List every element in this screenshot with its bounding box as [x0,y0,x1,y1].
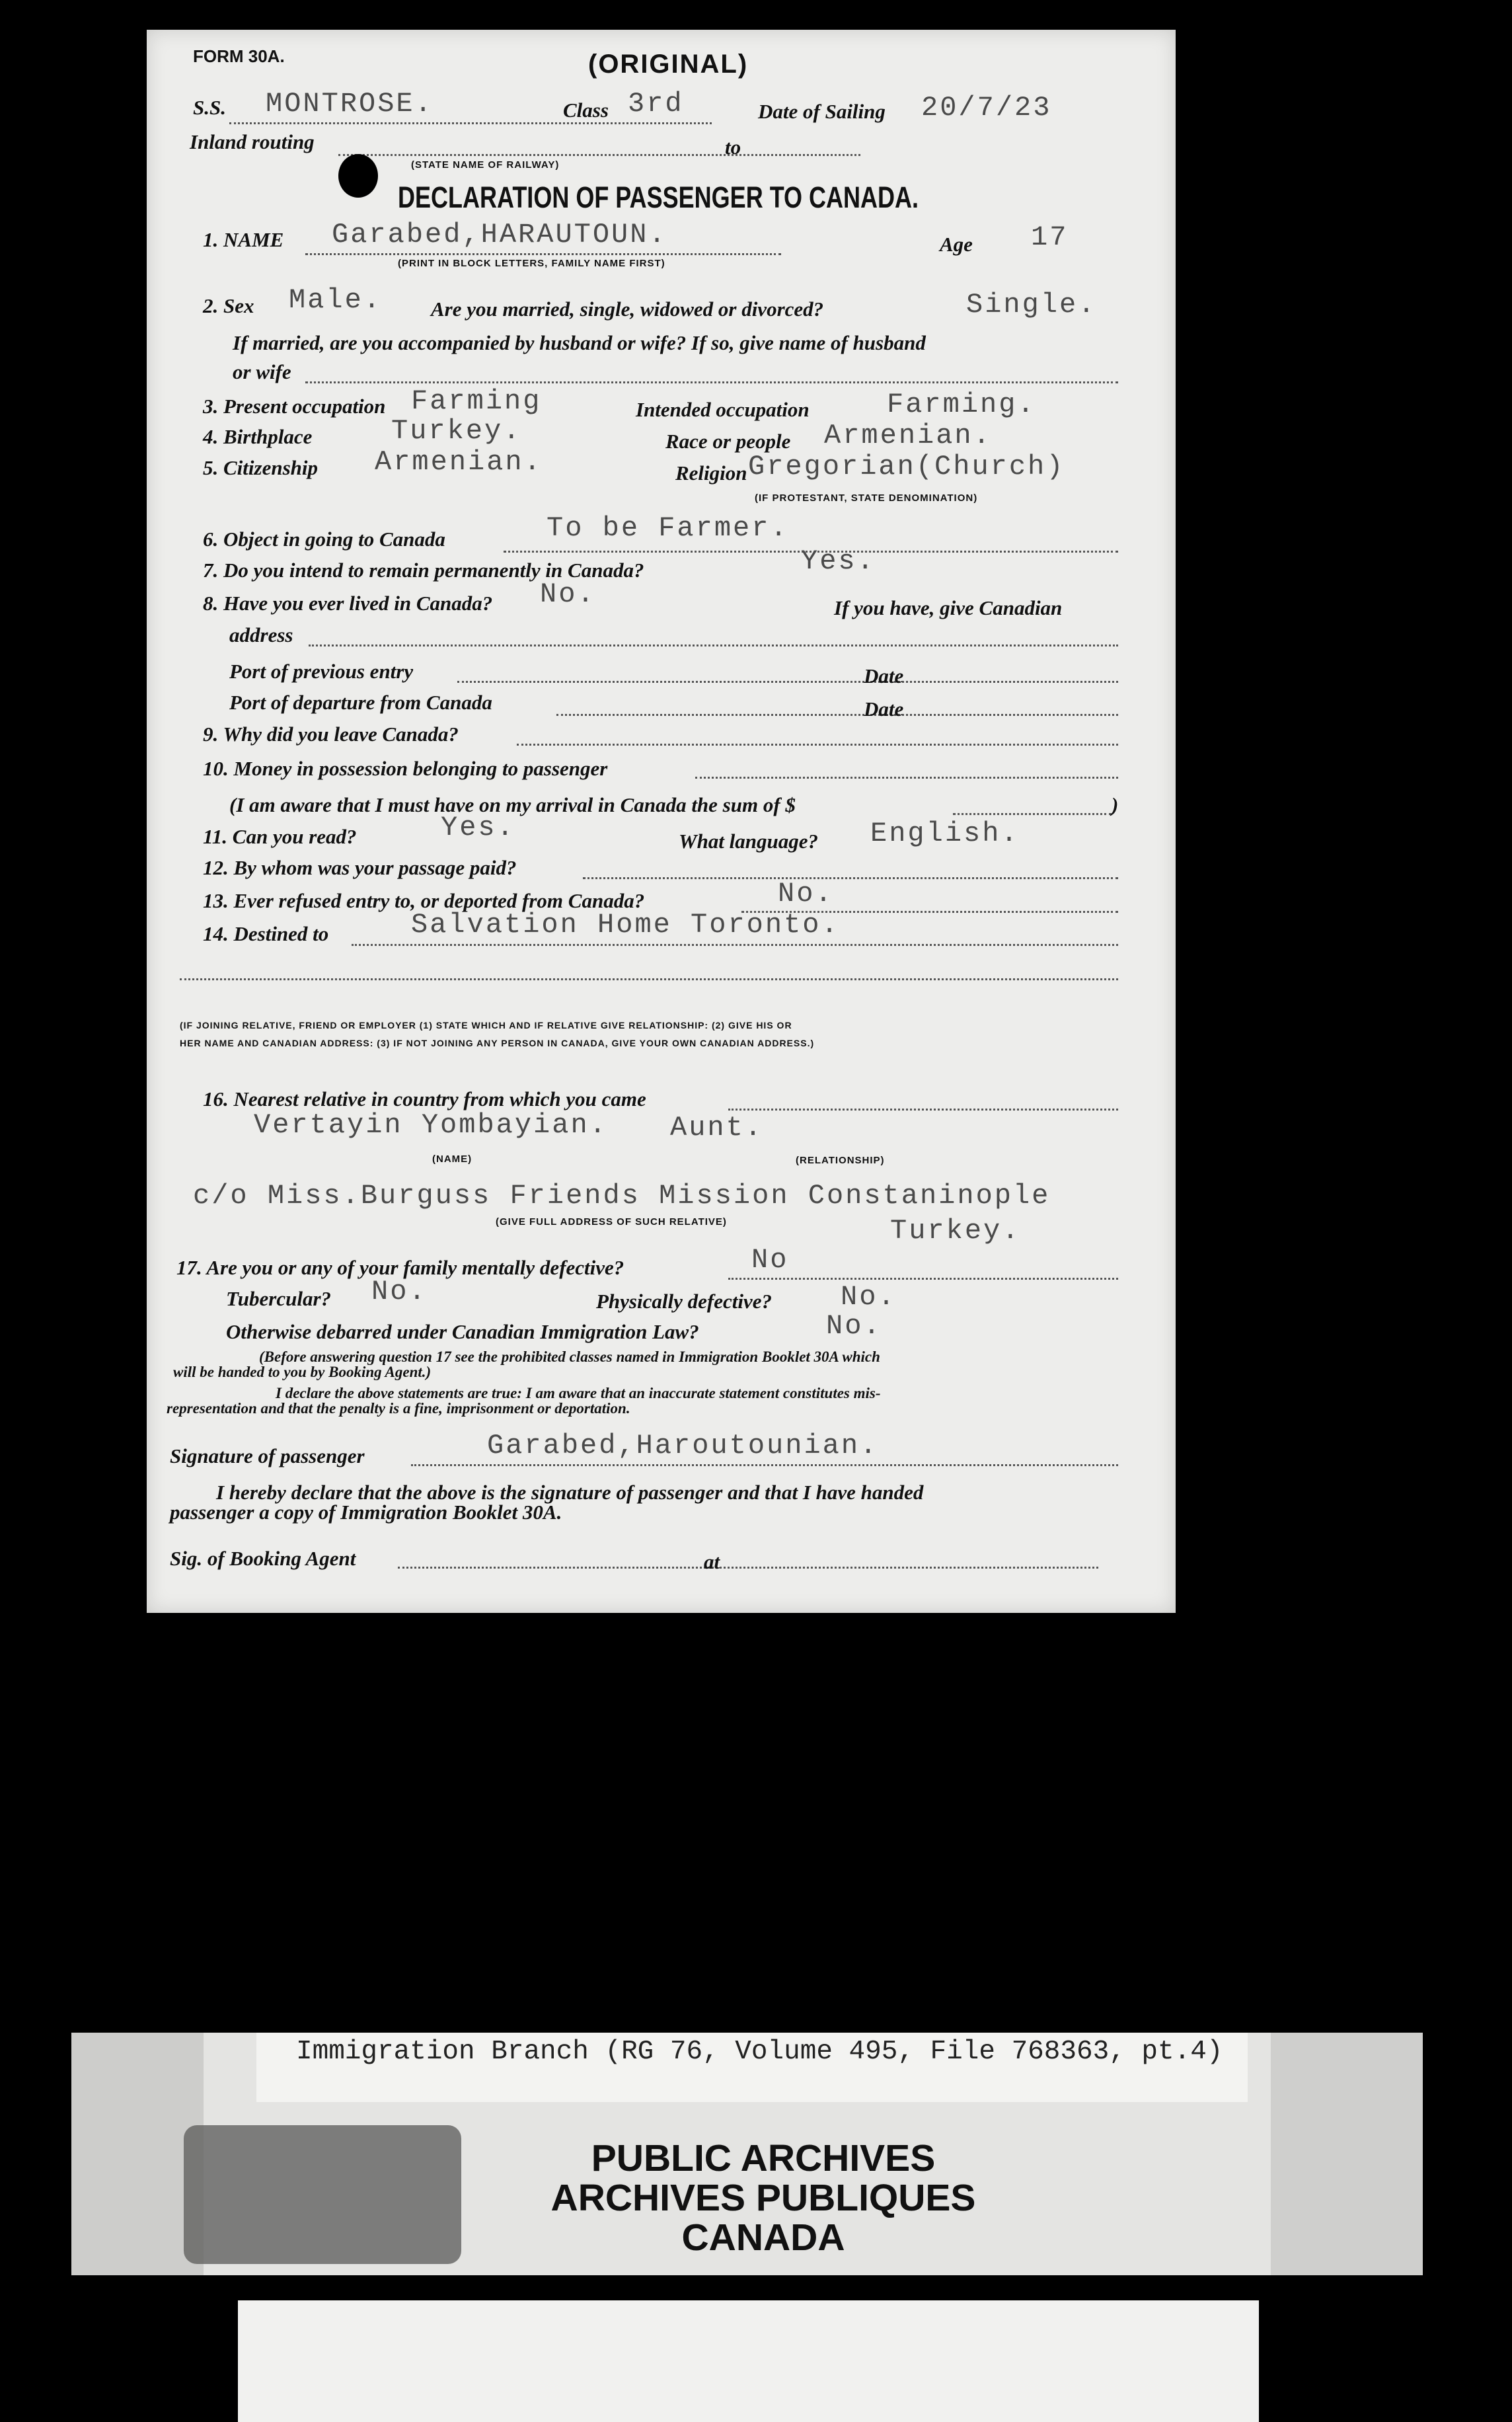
port-departure-label: Port of departure from Canada [229,691,492,714]
class-value: 3rd [628,88,684,120]
archive-reference: Immigration Branch (RG 76, Volume 495, File 768363, pt.4) [296,2037,1223,2067]
stamp-line-1: PUBLIC ARCHIVES [591,2137,936,2179]
sailing-value: 20/7/23 [921,92,1052,124]
debarred-value: No. [826,1310,882,1342]
q4-label: 4. Birthplace [203,425,313,448]
q2-line3: or wife [233,360,291,383]
q14-line2 [180,978,1118,980]
physically-label: Physically defective? [596,1290,772,1313]
tubercular-label: Tubercular? [226,1287,332,1310]
q8-address-label: address [229,623,293,646]
age-label: Age [940,233,973,256]
lower-label-panel [238,2300,1259,2422]
q14-label: 14. Destined to [203,922,329,945]
declare-line1: I declare the above statements are true: I am aware that an inaccurate statement constitutes mis- [276,1385,881,1401]
at-label: at [704,1550,720,1573]
q16-line [728,1109,1118,1111]
q17-label: 17. Are you or any of your family mentally defective? [176,1256,624,1279]
q10-aware: (I am aware that I must have on my arrival in Canada the sum of $ [229,793,796,816]
q14-line [352,944,1118,946]
race-value: Armenian. [824,420,992,451]
stamp-line-3: CANADA [681,2216,845,2259]
agent-declare-2: passenger a copy of Immigration Booklet 30A. [170,1501,562,1524]
q9-label: 9. Why did you leave Canada? [203,723,459,746]
q8-label: 8. Have you ever lived in Canada? [203,592,493,615]
relative-name: Vertayin Yombayian. [254,1109,608,1141]
sailing-label: Date of Sailing [758,100,886,123]
q1-label: 1. NAME [203,228,284,251]
q14-value: Salvation Home Toronto. [411,909,840,941]
q10-label: 10. Money in possession belonging to passenger [203,757,608,780]
q2-line [305,381,1118,383]
note-line1: (Before answering question 17 see the prohibited classes named in Immigration Booklet 30A which [259,1348,880,1365]
stamp-line-2: ARCHIVES PUBLIQUES [550,2177,976,2219]
intended-label: Intended occupation [636,398,810,421]
q16-label: 16. Nearest relative in country from which you came [203,1087,646,1111]
label-shade-right [1271,2033,1423,2275]
q8-if-label: If you have, give Canadian [834,596,1063,619]
q8-value: No. [540,578,596,610]
q17-line [728,1278,1118,1280]
relative-relationship: Aunt. [670,1112,764,1144]
q1-value: Garabed,HARAUTOUN. [332,219,667,251]
original-heading: (ORIGINAL) [588,50,749,79]
q8-address-line [309,645,1118,646]
q7-value: Yes. [801,545,876,577]
departure-date-label: Date [864,697,904,721]
signature-line [411,1464,1118,1466]
married-value: Single. [966,289,1097,321]
age-value: 17 [1031,221,1069,253]
q11-label: 11. Can you read? [203,825,357,848]
q6-label: 6. Object in going to Canada [203,527,445,551]
q2-label: 2. Sex [203,294,254,317]
q6-value: To be Farmer. [547,512,789,544]
language-label: What language? [679,830,819,853]
port-entry-label: Port of previous entry [229,660,414,683]
q2-line2: If married, are you accompanied by husband or wife? If so, give name of husband [233,331,926,354]
q9-line [517,744,1118,746]
intended-value: Farming. [887,389,1036,420]
form-number: FORM 30A. [193,46,285,66]
note-line2: will be handed to you by Booking Agent.) [173,1364,432,1380]
q12-label: 12. By whom was your passage paid? [203,856,517,879]
q10-sum-line [953,813,1112,815]
to-label: to [725,136,741,159]
port-departure-line [556,714,1118,716]
q13-value: No. [778,878,834,910]
inland-line [338,154,860,156]
language-value: English. [870,818,1020,849]
debarred-label: Otherwise debarred under Canadian Immigration Law? [226,1320,699,1343]
q15-line1: (IF JOINING RELATIVE, FRIEND OR EMPLOYER (1) STATE WHICH AND IF RELATIVE GIVE RELATIONSHIP: (2) GIVE HIS OR [180,1020,792,1031]
relative-address: c/o Miss.Burguss Friends Mission Constaninople [193,1180,1051,1212]
punch-hole [338,154,378,198]
ss-label: S.S. [193,96,226,119]
ss-value: MONTROSE. [266,88,434,120]
port-entry-line [457,681,1118,683]
q17-value: No [751,1244,789,1276]
booking-agent-line [398,1567,1098,1569]
railway-caption: (STATE NAME OF RAILWAY) [411,159,560,171]
ss-line [229,122,712,124]
name-caption: (NAME) [432,1153,472,1165]
religion-label: Religion [675,461,747,485]
q11-value: Yes. [441,812,515,843]
q4-value: Turkey. [391,415,522,447]
booking-agent-label: Sig. of Booking Agent [170,1547,356,1570]
q1-line [305,253,781,255]
q5-caption: (IF PROTESTANT, STATE DENOMINATION) [755,492,978,504]
agent-declare-1: I hereby declare that the above is the signature of passenger and that I have handed [216,1481,924,1504]
class-label: Class [563,98,609,122]
q13-label: 13. Ever refused entry to, or deported from Canada? [203,889,645,912]
q1-caption: (PRINT IN BLOCK LETTERS, FAMILY NAME FIRST) [398,258,665,269]
q10-line [695,777,1118,779]
q3-label: 3. Present occupation [203,395,386,418]
race-label: Race or people [665,430,791,453]
married-label: Are you married, single, widowed or divorced? [431,297,824,321]
q10-close: ) [1112,793,1119,816]
q7-label: 7. Do you intend to remain permanently in Canada? [203,559,644,582]
address-caption: (GIVE FULL ADDRESS OF SUCH RELATIVE) [496,1216,727,1228]
q12-line [583,877,1118,879]
q5-value: Armenian. [375,446,543,478]
signature-label: Signature of passenger [170,1444,365,1467]
signature-value: Garabed,Haroutounian. [487,1430,879,1462]
relationship-caption: (RELATIONSHIP) [796,1155,885,1166]
q5-label: 5. Citizenship [203,456,318,479]
q3-value: Farming [411,385,542,417]
religion-value: Gregorian(Church) [748,451,1065,483]
sex-value: Male. [289,284,383,316]
entry-date-label: Date [864,664,904,687]
tubercular-value: No. [371,1276,428,1308]
declare-line2: representation and that the penalty is a fine, imprisonment or deportation. [167,1400,630,1417]
relative-address-2: Turkey. [890,1215,1021,1247]
inland-label: Inland routing [190,130,315,153]
form-title: DECLARATION OF PASSENGER TO CANADA. [398,180,919,214]
passenger-declaration-card [147,30,1176,1613]
physically-value: No. [841,1281,897,1313]
q15-line2: HER NAME AND CANADIAN ADDRESS: (3) IF NOT JOINING ANY PERSON IN CANADA, GIVE YOUR OWN CANADIAN ADDRESS.) [180,1038,815,1048]
tape-shadow [184,2125,461,2264]
